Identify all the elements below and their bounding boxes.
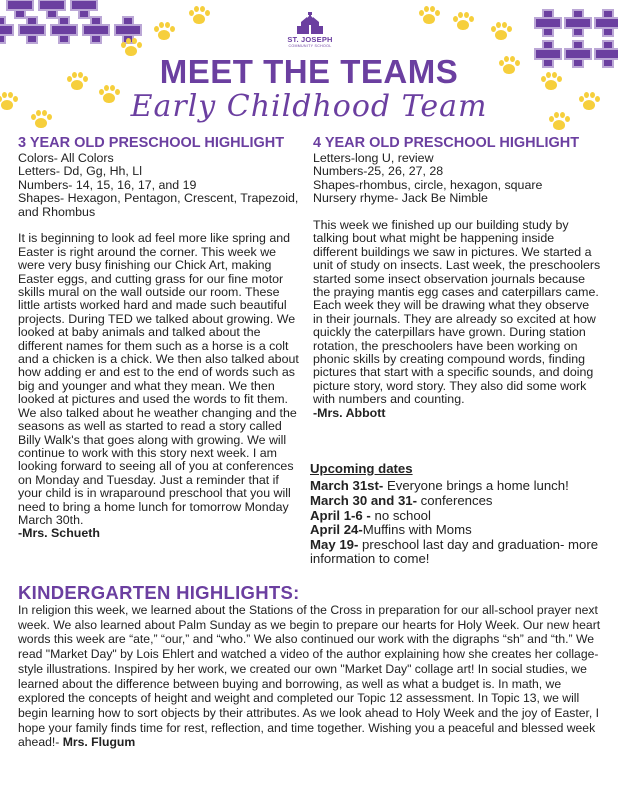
paw-print-icon xyxy=(188,6,210,26)
school-subtitle: COMMUNITY SCHOOL xyxy=(288,44,332,48)
upcoming-text: preschool last day and graduation- more information to come! xyxy=(310,536,599,567)
upcoming-item xyxy=(310,479,605,494)
upcoming-list xyxy=(310,479,605,567)
church-icon xyxy=(295,12,325,34)
upcoming-date: April 1-6 - xyxy=(310,507,371,523)
upcoming-date: April 24- xyxy=(310,522,363,538)
upcoming-dates xyxy=(310,462,605,567)
upcoming-text: Everyone brings a home lunch! xyxy=(383,478,569,494)
upcoming-item xyxy=(310,523,605,538)
preschool3-colors: Colors- All Colors xyxy=(18,151,114,165)
preschool3-numbers: Numbers- 14, 15, 16, 17, and 19 xyxy=(18,177,197,192)
kindergarten-signature: Mrs. Flugum xyxy=(62,735,136,750)
kindergarten-heading: KINDERGARTEN HIGHLIGHTS: xyxy=(18,582,300,603)
preschool4-signature: -Mrs. Abbott xyxy=(313,405,386,420)
cross-icon xyxy=(70,0,94,15)
preschool4-body: This week we finished up our building study by talking bout what might be happening inside different buildings we saw in pictures. We started a unit of study on insects. Last week, the preschoolers started some insect observation journals because the praying mantis egg cases and caterpillars came. Each week they will be drawing what they observe in their journals. They are already so excited at how quickly the caterpillars have grown. During station rotation, the preschoolers have been working on phonic skills by creating compound words, finding pictures that start with a specific sounds, and doing picture story, word story. They also did some work with numbers and counting. xyxy=(313,218,601,407)
preschool3-shapes: Shapes- Hexagon, Pentagon, Crescent, Trapezoid, and Rhombus xyxy=(18,191,299,219)
upcoming-text: conferences xyxy=(417,493,493,508)
preschool3-signature: -Mrs. Schueth xyxy=(18,526,100,541)
paw-print-icon xyxy=(418,6,440,26)
school-name: ST. JOSEPH xyxy=(287,35,333,44)
paw-print-icon xyxy=(490,22,512,42)
preschool4-rhyme: Nursery rhyme- Jack Be Nimble xyxy=(313,191,488,206)
cross-icon xyxy=(594,9,618,33)
cross-icon xyxy=(0,16,10,40)
upcoming-date: March 30 and 31- xyxy=(310,493,418,508)
upcoming-date: May 19- xyxy=(310,536,359,552)
preschool3-heading: 3 YEAR OLD PRESCHOOL HIGHLIGHT xyxy=(18,135,285,151)
page-title: MEET THE TEAMS xyxy=(159,53,459,90)
cross-icon xyxy=(38,0,62,15)
preschool3-section xyxy=(18,152,302,541)
paw-print-icon xyxy=(153,22,175,42)
upcoming-item xyxy=(310,538,605,567)
preschool3-body: It is beginning to look ad feel more like spring and Easter is right around the corner. This week we were very busy finishing our Chick Art, making Easter eggs, and cutting grass for our fine motor skills mural on the wall outside our room. These little artists worked hard and made such beautiful projects. During TED we talked about growing. We looked at baby animals and talked about the different names for them such as a horse is a colt and a chicken is a chick. We then also talked about how adding er and est to the end of words such as big and younger and what they mean. We then looked at pictures and used the words to fit them. We also talked about he weather changing and the seasons as well as started to read a story called Billy Walk's that goes along with growing. We will continue to work with this story next week. I am looking forward to seeing all of you at conferences on Monday and Tuesday. Just a reminder that if your child is in wraparound preschool that you will need to bring a home lunch for tomorrow Monday March 30th. xyxy=(18,231,299,527)
kindergarten-section xyxy=(18,603,608,750)
preschool4-shapes: Shapes-rhombus, circle, hexagon, square xyxy=(313,177,543,192)
cross-icon xyxy=(18,16,42,40)
cross-icon xyxy=(114,16,138,40)
cross-icon xyxy=(534,9,558,33)
cross-icon xyxy=(50,16,74,40)
upcoming-item xyxy=(310,509,605,524)
preschool4-section xyxy=(313,152,601,420)
school-logo xyxy=(281,12,339,48)
upcoming-text: Muffins with Moms xyxy=(362,522,472,538)
upcoming-date: March 31st- xyxy=(310,478,384,494)
cross-icon xyxy=(6,0,30,15)
paw-print-icon xyxy=(452,12,474,32)
page-subtitle: Early Childhood Team xyxy=(130,89,488,124)
upcoming-text: no school xyxy=(370,507,431,523)
cross-icon xyxy=(564,9,588,33)
upcoming-heading: Upcoming dates xyxy=(310,461,413,476)
preschool4-heading: 4 YEAR OLD PRESCHOOL HIGHLIGHT xyxy=(313,135,580,151)
preschool4-letters: Letters-long U, review xyxy=(313,151,434,165)
upcoming-item xyxy=(310,494,605,509)
preschool4-numbers: Numbers-25, 26, 27, 28 xyxy=(313,164,444,179)
kindergarten-body: In religion this week, we learned about the Stations of the Cross in preparation for our all-school prayer next week. We also learned about Palm Sunday as we begin to prepare our hearts for Holy Week. Our new heart words this week are “ate,” “our,” and “who.” We also continued our work with the digraphs “sh” and “th.” We read "Market Day" by Lois Ehlert and watched a video of the author explaining how she creates her collage-style illustrations. Inspired by her work, we created our own "Market Day" collage art! In social studies, we learned about the difference between buying and borrowing, as well as what a budget is. In math, we explored the concepts of height and weight and completed our Topic 12 assessment. In Topic 13, we will begin learning how to sort objects by their attributes. As we look ahead to Holy Week and the joy of Easter, I hope your family finds time for rest, reflection, and time together. Wishing you a peaceful and blessed week ahead!- xyxy=(18,603,601,750)
preschool3-letters: Letters- Dd, Gg, Hh, Ll xyxy=(18,164,142,179)
cross-icon xyxy=(82,16,106,40)
